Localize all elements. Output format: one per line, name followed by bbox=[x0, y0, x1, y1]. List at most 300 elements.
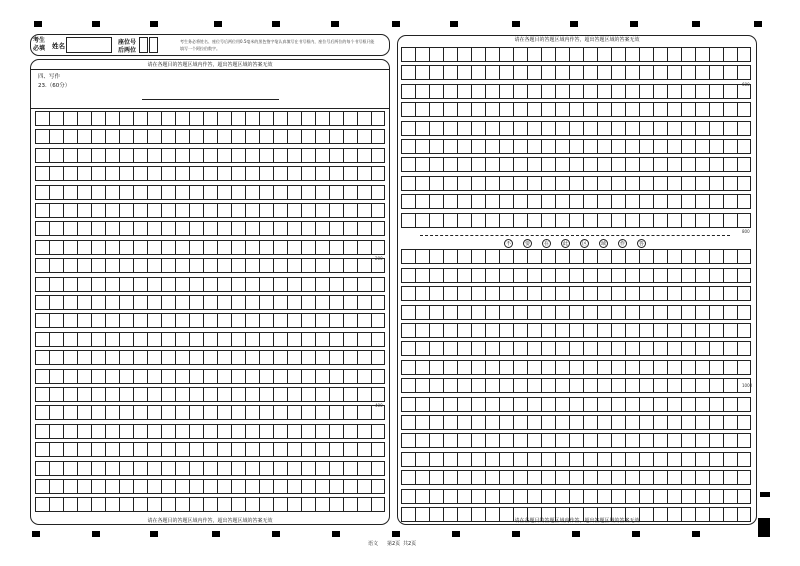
grid-cell[interactable] bbox=[625, 103, 639, 116]
grid-cell[interactable] bbox=[527, 140, 541, 153]
grid-cell[interactable] bbox=[35, 149, 49, 162]
grid-cell[interactable] bbox=[343, 241, 357, 254]
grid-cell[interactable] bbox=[231, 296, 245, 309]
grid-cell[interactable] bbox=[231, 112, 245, 125]
grid-cell[interactable] bbox=[357, 333, 371, 346]
grid-cell[interactable] bbox=[401, 471, 415, 484]
grid-cell[interactable] bbox=[77, 443, 91, 456]
grid-cell[interactable] bbox=[555, 122, 569, 135]
grid-cell[interactable] bbox=[709, 434, 723, 447]
grid-cell[interactable] bbox=[203, 333, 217, 346]
grid-cell[interactable] bbox=[415, 287, 429, 300]
grid-cell[interactable] bbox=[49, 314, 63, 327]
grid-cell[interactable] bbox=[429, 471, 443, 484]
grid-cell[interactable] bbox=[485, 324, 499, 337]
grid-cell[interactable] bbox=[273, 222, 287, 235]
grid-cell[interactable] bbox=[161, 333, 175, 346]
grid-cell[interactable] bbox=[429, 195, 443, 208]
grid-cell[interactable] bbox=[91, 204, 105, 217]
grid-cell[interactable] bbox=[723, 195, 737, 208]
grid-cell[interactable] bbox=[555, 269, 569, 282]
grid-cell[interactable] bbox=[329, 333, 343, 346]
grid-cell[interactable] bbox=[737, 416, 751, 429]
grid-cell[interactable] bbox=[709, 48, 723, 61]
grid-cell[interactable] bbox=[667, 269, 681, 282]
grid-cell[interactable] bbox=[133, 259, 147, 272]
grid-row[interactable] bbox=[401, 65, 751, 80]
grid-cell[interactable] bbox=[217, 333, 231, 346]
grid-cell[interactable] bbox=[63, 480, 77, 493]
grid-cell[interactable] bbox=[105, 259, 119, 272]
grid-cell[interactable] bbox=[485, 379, 499, 392]
grid-cell[interactable] bbox=[625, 48, 639, 61]
grid-cell[interactable] bbox=[597, 85, 611, 98]
grid-cell[interactable] bbox=[105, 204, 119, 217]
grid-cell[interactable] bbox=[723, 158, 737, 171]
grid-cell[interactable] bbox=[653, 434, 667, 447]
grid-cell[interactable] bbox=[639, 453, 653, 466]
grid-cell[interactable] bbox=[329, 370, 343, 383]
grid-cell[interactable] bbox=[723, 398, 737, 411]
grid-cell[interactable] bbox=[485, 140, 499, 153]
grid-cell[interactable] bbox=[133, 443, 147, 456]
grid-cell[interactable] bbox=[161, 186, 175, 199]
grid-cell[interactable] bbox=[653, 85, 667, 98]
grid-cell[interactable] bbox=[301, 204, 315, 217]
grid-cell[interactable] bbox=[527, 342, 541, 355]
grid-cell[interactable] bbox=[315, 278, 329, 291]
grid-cell[interactable] bbox=[301, 498, 315, 511]
grid-cell[interactable] bbox=[723, 48, 737, 61]
grid-cell[interactable] bbox=[667, 306, 681, 319]
grid-row[interactable] bbox=[401, 249, 751, 264]
grid-cell[interactable] bbox=[189, 351, 203, 364]
grid-cell[interactable] bbox=[315, 480, 329, 493]
grid-cell[interactable] bbox=[695, 85, 709, 98]
grid-cell[interactable] bbox=[161, 296, 175, 309]
grid-cell[interactable] bbox=[555, 195, 569, 208]
grid-cell[interactable] bbox=[231, 241, 245, 254]
grid-cell[interactable] bbox=[329, 204, 343, 217]
grid-cell[interactable] bbox=[527, 48, 541, 61]
grid-cell[interactable] bbox=[301, 296, 315, 309]
grid-cell[interactable] bbox=[401, 416, 415, 429]
grid-cell[interactable] bbox=[611, 471, 625, 484]
grid-cell[interactable] bbox=[371, 333, 385, 346]
grid-cell[interactable] bbox=[329, 480, 343, 493]
grid-row[interactable] bbox=[401, 341, 751, 356]
grid-cell[interactable] bbox=[513, 416, 527, 429]
grid-cell[interactable] bbox=[737, 306, 751, 319]
grid-cell[interactable] bbox=[513, 140, 527, 153]
grid-cell[interactable] bbox=[203, 425, 217, 438]
grid-cell[interactable] bbox=[625, 269, 639, 282]
grid-cell[interactable] bbox=[639, 287, 653, 300]
grid-cell[interactable] bbox=[77, 498, 91, 511]
grid-cell[interactable] bbox=[639, 434, 653, 447]
grid-cell[interactable] bbox=[301, 222, 315, 235]
grid-cell[interactable] bbox=[49, 425, 63, 438]
grid-cell[interactable] bbox=[611, 48, 625, 61]
grid-cell[interactable] bbox=[401, 103, 415, 116]
grid-cell[interactable] bbox=[63, 259, 77, 272]
grid-cell[interactable] bbox=[723, 306, 737, 319]
grid-cell[interactable] bbox=[133, 388, 147, 401]
grid-cell[interactable] bbox=[569, 103, 583, 116]
grid-cell[interactable] bbox=[287, 167, 301, 180]
grid-cell[interactable] bbox=[723, 324, 737, 337]
grid-cell[interactable] bbox=[541, 324, 555, 337]
grid-cell[interactable] bbox=[49, 222, 63, 235]
grid-cell[interactable] bbox=[231, 443, 245, 456]
grid-cell[interactable] bbox=[203, 296, 217, 309]
grid-cell[interactable] bbox=[105, 130, 119, 143]
grid-cell[interactable] bbox=[443, 287, 457, 300]
grid-cell[interactable] bbox=[175, 443, 189, 456]
grid-cell[interactable] bbox=[709, 398, 723, 411]
grid-cell[interactable] bbox=[189, 296, 203, 309]
grid-row[interactable] bbox=[35, 111, 385, 126]
grid-cell[interactable] bbox=[513, 453, 527, 466]
grid-cell[interactable] bbox=[315, 370, 329, 383]
grid-cell[interactable] bbox=[175, 259, 189, 272]
grid-cell[interactable] bbox=[737, 342, 751, 355]
grid-cell[interactable] bbox=[133, 186, 147, 199]
grid-cell[interactable] bbox=[343, 167, 357, 180]
grid-cell[interactable] bbox=[457, 66, 471, 79]
grid-cell[interactable] bbox=[667, 287, 681, 300]
grid-cell[interactable] bbox=[429, 66, 443, 79]
grid-cell[interactable] bbox=[371, 314, 385, 327]
grid-cell[interactable] bbox=[287, 370, 301, 383]
grid-cell[interactable] bbox=[653, 287, 667, 300]
grid-cell[interactable] bbox=[443, 490, 457, 503]
grid-cell[interactable] bbox=[597, 453, 611, 466]
grid-row[interactable] bbox=[35, 479, 385, 494]
grid-cell[interactable] bbox=[175, 370, 189, 383]
grid-cell[interactable] bbox=[513, 48, 527, 61]
grid-cell[interactable] bbox=[653, 324, 667, 337]
grid-cell[interactable] bbox=[91, 425, 105, 438]
grid-cell[interactable] bbox=[443, 398, 457, 411]
grid-cell[interactable] bbox=[569, 250, 583, 263]
grid-cell[interactable] bbox=[541, 398, 555, 411]
grid-cell[interactable] bbox=[695, 269, 709, 282]
grid-cell[interactable] bbox=[611, 214, 625, 227]
grid-cell[interactable] bbox=[343, 296, 357, 309]
grid-cell[interactable] bbox=[709, 342, 723, 355]
grid-cell[interactable] bbox=[287, 351, 301, 364]
grid-cell[interactable] bbox=[457, 287, 471, 300]
grid-cell[interactable] bbox=[401, 177, 415, 190]
grid-cell[interactable] bbox=[401, 306, 415, 319]
grid-cell[interactable] bbox=[737, 48, 751, 61]
grid-cell[interactable] bbox=[35, 296, 49, 309]
grid-cell[interactable] bbox=[315, 222, 329, 235]
grid-cell[interactable] bbox=[429, 85, 443, 98]
grid-cell[interactable] bbox=[175, 351, 189, 364]
grid-cell[interactable] bbox=[527, 453, 541, 466]
grid-cell[interactable] bbox=[147, 167, 161, 180]
grid-cell[interactable] bbox=[35, 222, 49, 235]
grid-cell[interactable] bbox=[597, 48, 611, 61]
grid-cell[interactable] bbox=[371, 296, 385, 309]
grid-cell[interactable] bbox=[471, 250, 485, 263]
grid-cell[interactable] bbox=[203, 498, 217, 511]
grid-cell[interactable] bbox=[709, 361, 723, 374]
grid-cell[interactable] bbox=[91, 112, 105, 125]
grid-cell[interactable] bbox=[133, 425, 147, 438]
grid-cell[interactable] bbox=[681, 324, 695, 337]
grid-cell[interactable] bbox=[119, 443, 133, 456]
grid-cell[interactable] bbox=[611, 453, 625, 466]
grid-cell[interactable] bbox=[329, 462, 343, 475]
grid-cell[interactable] bbox=[513, 398, 527, 411]
grid-cell[interactable] bbox=[667, 398, 681, 411]
grid-cell[interactable] bbox=[287, 278, 301, 291]
grid-cell[interactable] bbox=[457, 416, 471, 429]
grid-cell[interactable] bbox=[273, 259, 287, 272]
grid-cell[interactable] bbox=[625, 158, 639, 171]
grid-cell[interactable] bbox=[133, 498, 147, 511]
grid-cell[interactable] bbox=[443, 416, 457, 429]
grid-cell[interactable] bbox=[443, 85, 457, 98]
grid-cell[interactable] bbox=[371, 462, 385, 475]
grid-cell[interactable] bbox=[189, 112, 203, 125]
grid-cell[interactable] bbox=[357, 278, 371, 291]
grid-cell[interactable] bbox=[569, 361, 583, 374]
grid-cell[interactable] bbox=[217, 406, 231, 419]
grid-cell[interactable] bbox=[315, 388, 329, 401]
grid-cell[interactable] bbox=[245, 186, 259, 199]
grid-cell[interactable] bbox=[259, 462, 273, 475]
grid-cell[interactable] bbox=[189, 278, 203, 291]
grid-row[interactable] bbox=[35, 442, 385, 457]
grid-cell[interactable] bbox=[513, 214, 527, 227]
grid-cell[interactable] bbox=[723, 103, 737, 116]
grid-row[interactable] bbox=[401, 121, 751, 136]
grid-row[interactable] bbox=[35, 350, 385, 365]
grid-cell[interactable] bbox=[357, 498, 371, 511]
grid-cell[interactable] bbox=[217, 314, 231, 327]
grid-cell[interactable] bbox=[415, 48, 429, 61]
grid-cell[interactable] bbox=[161, 388, 175, 401]
grid-cell[interactable] bbox=[443, 103, 457, 116]
grid-cell[interactable] bbox=[415, 361, 429, 374]
grid-cell[interactable] bbox=[259, 296, 273, 309]
grid-cell[interactable] bbox=[119, 167, 133, 180]
grid-cell[interactable] bbox=[189, 259, 203, 272]
grid-cell[interactable] bbox=[287, 112, 301, 125]
grid-cell[interactable] bbox=[639, 416, 653, 429]
grid-cell[interactable] bbox=[555, 158, 569, 171]
grid-cell[interactable] bbox=[443, 306, 457, 319]
grid-cell[interactable] bbox=[583, 250, 597, 263]
grid-cell[interactable] bbox=[203, 222, 217, 235]
grid-cell[interactable] bbox=[625, 342, 639, 355]
grid-cell[interactable] bbox=[203, 406, 217, 419]
grid-cell[interactable] bbox=[371, 149, 385, 162]
grid-cell[interactable] bbox=[119, 241, 133, 254]
grid-cell[interactable] bbox=[49, 204, 63, 217]
grid-cell[interactable] bbox=[273, 370, 287, 383]
grid-cell[interactable] bbox=[343, 259, 357, 272]
grid-cell[interactable] bbox=[723, 85, 737, 98]
grid-cell[interactable] bbox=[695, 287, 709, 300]
grid-cell[interactable] bbox=[625, 453, 639, 466]
grid-cell[interactable] bbox=[273, 388, 287, 401]
grid-cell[interactable] bbox=[315, 149, 329, 162]
grid-cell[interactable] bbox=[161, 259, 175, 272]
grid-cell[interactable] bbox=[189, 222, 203, 235]
grid-row[interactable] bbox=[401, 433, 751, 448]
grid-cell[interactable] bbox=[597, 490, 611, 503]
grid-cell[interactable] bbox=[639, 379, 653, 392]
grid-cell[interactable] bbox=[273, 278, 287, 291]
grid-cell[interactable] bbox=[457, 158, 471, 171]
grid-cell[interactable] bbox=[77, 241, 91, 254]
grid-cell[interactable] bbox=[457, 85, 471, 98]
grid-cell[interactable] bbox=[737, 122, 751, 135]
grid-cell[interactable] bbox=[231, 370, 245, 383]
grid-cell[interactable] bbox=[49, 130, 63, 143]
grid-cell[interactable] bbox=[401, 66, 415, 79]
grid-cell[interactable] bbox=[343, 480, 357, 493]
grid-cell[interactable] bbox=[415, 269, 429, 282]
grid-cell[interactable] bbox=[555, 398, 569, 411]
grid-cell[interactable] bbox=[499, 342, 513, 355]
grid-cell[interactable] bbox=[77, 462, 91, 475]
grid-cell[interactable] bbox=[189, 480, 203, 493]
grid-cell[interactable] bbox=[541, 287, 555, 300]
grid-cell[interactable] bbox=[471, 122, 485, 135]
grid-cell[interactable] bbox=[189, 462, 203, 475]
grid-cell[interactable] bbox=[639, 471, 653, 484]
grid-cell[interactable] bbox=[371, 425, 385, 438]
grid-cell[interactable] bbox=[541, 122, 555, 135]
grid-cell[interactable] bbox=[709, 103, 723, 116]
grid-cell[interactable] bbox=[583, 306, 597, 319]
grid-cell[interactable] bbox=[343, 222, 357, 235]
grid-cell[interactable] bbox=[315, 333, 329, 346]
grid-cell[interactable] bbox=[175, 278, 189, 291]
grid-cell[interactable] bbox=[653, 416, 667, 429]
grid-cell[interactable] bbox=[583, 398, 597, 411]
grid-cell[interactable] bbox=[161, 167, 175, 180]
grid-cell[interactable] bbox=[723, 177, 737, 190]
grid-cell[interactable] bbox=[119, 388, 133, 401]
grid-cell[interactable] bbox=[611, 398, 625, 411]
grid-cell[interactable] bbox=[569, 342, 583, 355]
grid-cell[interactable] bbox=[401, 195, 415, 208]
grid-cell[interactable] bbox=[119, 296, 133, 309]
grid-cell[interactable] bbox=[541, 103, 555, 116]
grid-cell[interactable] bbox=[245, 259, 259, 272]
grid-cell[interactable] bbox=[401, 250, 415, 263]
grid-cell[interactable] bbox=[653, 177, 667, 190]
grid-cell[interactable] bbox=[471, 434, 485, 447]
grid-cell[interactable] bbox=[133, 480, 147, 493]
grid-cell[interactable] bbox=[541, 490, 555, 503]
grid-cell[interactable] bbox=[35, 314, 49, 327]
grid-cell[interactable] bbox=[63, 462, 77, 475]
grid-cell[interactable] bbox=[287, 425, 301, 438]
grid-cell[interactable] bbox=[429, 214, 443, 227]
grid-cell[interactable] bbox=[597, 250, 611, 263]
grid-cell[interactable] bbox=[245, 388, 259, 401]
grid-cell[interactable] bbox=[681, 158, 695, 171]
grid-cell[interactable] bbox=[485, 66, 499, 79]
grid-cell[interactable] bbox=[443, 250, 457, 263]
grid-cell[interactable] bbox=[415, 158, 429, 171]
grid-cell[interactable] bbox=[357, 167, 371, 180]
grid-cell[interactable] bbox=[357, 149, 371, 162]
grid-cell[interactable] bbox=[161, 498, 175, 511]
grid-cell[interactable] bbox=[611, 361, 625, 374]
grid-cell[interactable] bbox=[639, 122, 653, 135]
grid-cell[interactable] bbox=[133, 406, 147, 419]
grid-cell[interactable] bbox=[443, 122, 457, 135]
grid-cell[interactable] bbox=[415, 453, 429, 466]
grid-cell[interactable] bbox=[161, 204, 175, 217]
grid-cell[interactable] bbox=[35, 241, 49, 254]
grid-cell[interactable] bbox=[443, 195, 457, 208]
grid-cell[interactable] bbox=[329, 222, 343, 235]
grid-cell[interactable] bbox=[583, 490, 597, 503]
grid-cell[interactable] bbox=[259, 167, 273, 180]
grid-cell[interactable] bbox=[555, 250, 569, 263]
grid-cell[interactable] bbox=[119, 498, 133, 511]
grid-cell[interactable] bbox=[597, 434, 611, 447]
grid-cell[interactable] bbox=[625, 434, 639, 447]
grid-cell[interactable] bbox=[737, 103, 751, 116]
grid-cell[interactable] bbox=[723, 140, 737, 153]
grid-cell[interactable] bbox=[231, 498, 245, 511]
grid-cell[interactable] bbox=[77, 259, 91, 272]
grid-cell[interactable] bbox=[723, 214, 737, 227]
grid-cell[interactable] bbox=[161, 406, 175, 419]
grid-cell[interactable] bbox=[273, 351, 287, 364]
grid-cell[interactable] bbox=[371, 388, 385, 401]
grid-cell[interactable] bbox=[695, 324, 709, 337]
grid-cell[interactable] bbox=[527, 361, 541, 374]
grid-cell[interactable] bbox=[231, 425, 245, 438]
grid-cell[interactable] bbox=[597, 140, 611, 153]
grid-cell[interactable] bbox=[77, 149, 91, 162]
grid-cell[interactable] bbox=[499, 214, 513, 227]
grid-cell[interactable] bbox=[737, 214, 751, 227]
grid-cell[interactable] bbox=[443, 361, 457, 374]
grid-cell[interactable] bbox=[371, 204, 385, 217]
grid-cell[interactable] bbox=[259, 130, 273, 143]
grid-cell[interactable] bbox=[513, 103, 527, 116]
grid-cell[interactable] bbox=[35, 186, 49, 199]
grid-cell[interactable] bbox=[527, 416, 541, 429]
grid-cell[interactable] bbox=[527, 195, 541, 208]
grid-cell[interactable] bbox=[527, 66, 541, 79]
grid-cell[interactable] bbox=[231, 259, 245, 272]
grid-cell[interactable] bbox=[513, 379, 527, 392]
grid-cell[interactable] bbox=[471, 361, 485, 374]
grid-row[interactable] bbox=[35, 148, 385, 163]
grid-cell[interactable] bbox=[457, 398, 471, 411]
grid-cell[interactable] bbox=[329, 259, 343, 272]
grid-cell[interactable] bbox=[245, 333, 259, 346]
grid-row[interactable] bbox=[35, 387, 385, 402]
grid-cell[interactable] bbox=[287, 222, 301, 235]
grid-cell[interactable] bbox=[175, 167, 189, 180]
grid-cell[interactable] bbox=[273, 333, 287, 346]
